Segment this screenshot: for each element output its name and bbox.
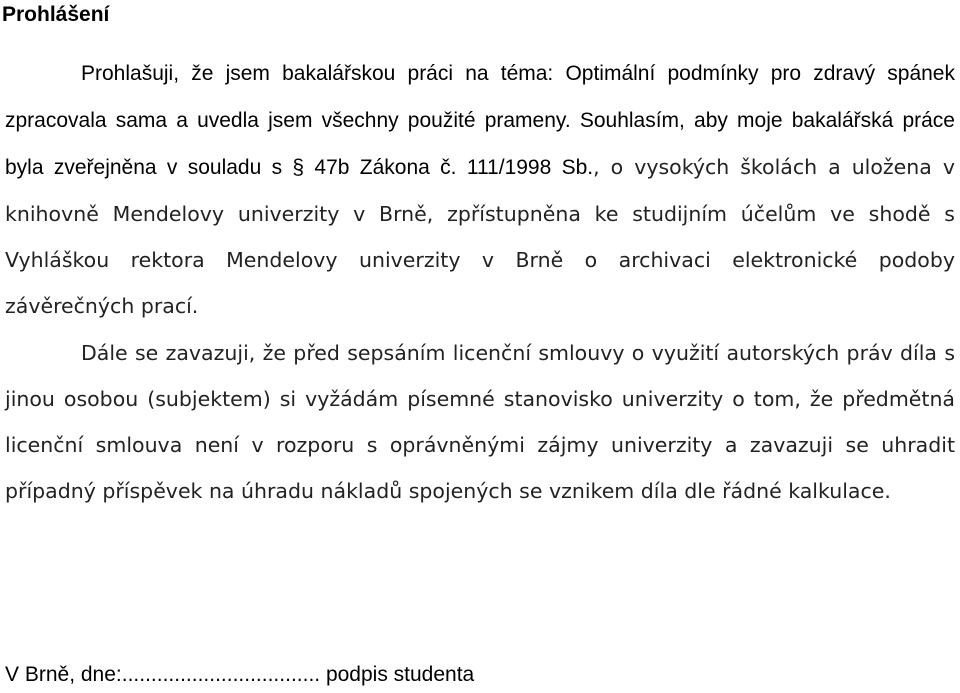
declaration-text-part-2: , o vysokých školách a uložena v knihovně Mendelovy univerzity v Brně, zpřístupněna ke studijním účelům ve shodě s Vyhláškou rektora Mendelovy univerzity v Brně o archivaci elektronické podoby závěrečných prací. [5, 155, 955, 318]
page-title: Prohlášení [2, 3, 110, 26]
declaration-paragraph-2 [5, 330, 955, 514]
declaration-text-2: Dále se zavazuji, že před sepsáním licenční smlouvy o využití autorských práv díla s jinou osobou (subjektem) si vyžádám písemné stanovisko univerzity o tom, že předmětná licenční smlouva není v rozporu s oprávněnými zájmy univerzity a zavazuji se uhradit případný příspěvek na úhradu nákladů spojených se vznikem díla dle řádné kalkulace. [5, 341, 955, 503]
signature-line: V Brně, dne:.................................. podpis studenta [5, 663, 475, 686]
declaration-paragraph-1 [5, 50, 955, 329]
declaration-text-part-1: Prohlašuji, že jsem bakalářskou práci na téma: Optimální podmínky pro zdravý spánek zpracovala sama a uvedla jsem všechny použité prameny. Souhlasím, aby moje bakalářská práce byla zveřejněna v souladu s § 47b Zákona č. 111/1998 Sb. [5, 62, 955, 179]
